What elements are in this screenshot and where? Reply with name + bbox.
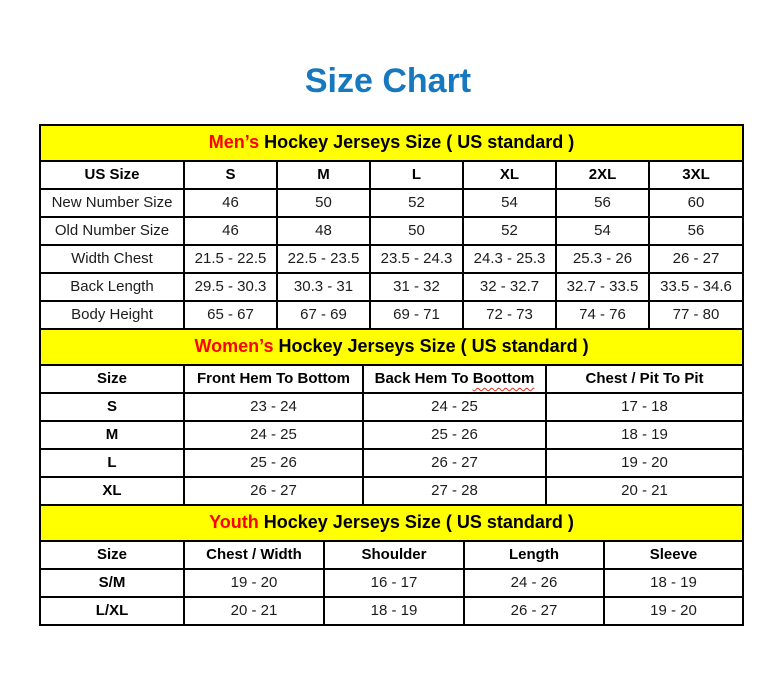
table-row <box>40 597 743 625</box>
womens-banner-text: Hockey Jerseys Size ( US standard ) <box>273 336 589 357</box>
data-cell: 24 - 25 <box>363 393 546 421</box>
womens-banner-highlight: Women’s <box>194 336 274 357</box>
data-cell: 20 - 21 <box>546 477 743 505</box>
data-cell: 21.5 - 22.5 <box>184 245 277 273</box>
mens-header-cell: US Size <box>40 161 184 189</box>
youth-banner-row <box>40 505 743 541</box>
table-row <box>40 449 743 477</box>
size-label-cell: XL <box>40 477 184 505</box>
data-cell: 25 - 26 <box>363 421 546 449</box>
data-cell: 26 - 27 <box>649 245 743 273</box>
size-chart-tables <box>39 124 742 626</box>
data-cell: 16 - 17 <box>324 569 464 597</box>
data-cell: 18 - 19 <box>604 569 743 597</box>
data-cell: 60 <box>649 189 743 217</box>
mens-banner-row <box>40 125 743 161</box>
data-cell: 26 - 27 <box>184 477 363 505</box>
size-label-cell: S <box>40 393 184 421</box>
data-cell: 77 - 80 <box>649 301 743 329</box>
data-cell: 56 <box>649 217 743 245</box>
youth-banner-highlight: Youth <box>209 512 259 533</box>
data-cell: 69 - 71 <box>370 301 463 329</box>
table-row <box>40 273 743 301</box>
table-row <box>40 245 743 273</box>
size-label-cell: L <box>40 449 184 477</box>
mens-banner <box>40 125 743 161</box>
mens-header-cell: L <box>370 161 463 189</box>
youth-banner <box>40 505 743 541</box>
womens-banner <box>40 329 743 365</box>
table-row <box>40 393 743 421</box>
data-cell: 29.5 - 30.3 <box>184 273 277 301</box>
data-cell: 22.5 - 23.5 <box>277 245 370 273</box>
row-label-cell: Old Number Size <box>40 217 184 245</box>
womens-header-row <box>40 365 743 393</box>
data-cell: 33.5 - 34.6 <box>649 273 743 301</box>
womens-size-table <box>39 328 744 506</box>
data-cell: 72 - 73 <box>463 301 556 329</box>
table-row <box>40 189 743 217</box>
data-cell: 30.3 - 31 <box>277 273 370 301</box>
row-label-cell: New Number Size <box>40 189 184 217</box>
row-label-cell: Back Length <box>40 273 184 301</box>
size-chart-page <box>0 62 776 692</box>
mens-header-cell: XL <box>463 161 556 189</box>
page-title: Size Chart <box>304 62 472 100</box>
misspelled-word: Boottom <box>472 369 535 387</box>
data-cell: 56 <box>556 189 649 217</box>
data-cell: 19 - 20 <box>604 597 743 625</box>
table-row <box>40 569 743 597</box>
data-cell: 26 - 27 <box>464 597 604 625</box>
data-cell: 67 - 69 <box>277 301 370 329</box>
data-cell: 50 <box>370 217 463 245</box>
youth-header-cell: Length <box>464 541 604 569</box>
womens-header-text: Back Hem To <box>374 369 473 387</box>
data-cell: 25 - 26 <box>184 449 363 477</box>
data-cell: 32.7 - 33.5 <box>556 273 649 301</box>
size-label-cell: S/M <box>40 569 184 597</box>
mens-header-cell: S <box>184 161 277 189</box>
data-cell: 24 - 26 <box>464 569 604 597</box>
data-cell: 54 <box>556 217 649 245</box>
mens-banner-highlight: Men’s <box>208 132 260 153</box>
youth-header-cell: Chest / Width <box>184 541 324 569</box>
womens-banner-row <box>40 329 743 365</box>
data-cell: 24 - 25 <box>184 421 363 449</box>
data-cell: 27 - 28 <box>363 477 546 505</box>
youth-header-cell: Shoulder <box>324 541 464 569</box>
data-cell: 19 - 20 <box>184 569 324 597</box>
data-cell: 25.3 - 26 <box>556 245 649 273</box>
data-cell: 50 <box>277 189 370 217</box>
data-cell: 52 <box>463 217 556 245</box>
table-row <box>40 421 743 449</box>
row-label-cell: Width Chest <box>40 245 184 273</box>
data-cell: 65 - 67 <box>184 301 277 329</box>
data-cell: 54 <box>463 189 556 217</box>
mens-banner-text: Hockey Jerseys Size ( US standard ) <box>259 132 575 153</box>
youth-banner-text: Hockey Jerseys Size ( US standard ) <box>258 512 574 533</box>
data-cell: 46 <box>184 217 277 245</box>
youth-size-table <box>39 504 744 626</box>
mens-header-cell: 2XL <box>556 161 649 189</box>
data-cell: 20 - 21 <box>184 597 324 625</box>
mens-header-cell: M <box>277 161 370 189</box>
mens-size-table <box>39 124 744 330</box>
data-cell: 26 - 27 <box>363 449 546 477</box>
data-cell: 46 <box>184 189 277 217</box>
data-cell: 23.5 - 24.3 <box>370 245 463 273</box>
data-cell: 24.3 - 25.3 <box>463 245 556 273</box>
data-cell: 18 - 19 <box>324 597 464 625</box>
womens-header-cell <box>363 365 546 393</box>
data-cell: 48 <box>277 217 370 245</box>
table-row <box>40 477 743 505</box>
womens-header-cell: Front Hem To Bottom <box>184 365 363 393</box>
data-cell: 32 - 32.7 <box>463 273 556 301</box>
womens-header-cell: Size <box>40 365 184 393</box>
data-cell: 52 <box>370 189 463 217</box>
table-row <box>40 217 743 245</box>
row-label-cell: Body Height <box>40 301 184 329</box>
youth-header-row <box>40 541 743 569</box>
youth-header-cell: Sleeve <box>604 541 743 569</box>
data-cell: 23 - 24 <box>184 393 363 421</box>
table-row <box>40 301 743 329</box>
data-cell: 31 - 32 <box>370 273 463 301</box>
data-cell: 18 - 19 <box>546 421 743 449</box>
size-label-cell: L/XL <box>40 597 184 625</box>
mens-header-row <box>40 161 743 189</box>
youth-header-cell: Size <box>40 541 184 569</box>
mens-header-cell: 3XL <box>649 161 743 189</box>
size-label-cell: M <box>40 421 184 449</box>
data-cell: 19 - 20 <box>546 449 743 477</box>
data-cell: 17 - 18 <box>546 393 743 421</box>
data-cell: 74 - 76 <box>556 301 649 329</box>
womens-header-cell: Chest / Pit To Pit <box>546 365 743 393</box>
